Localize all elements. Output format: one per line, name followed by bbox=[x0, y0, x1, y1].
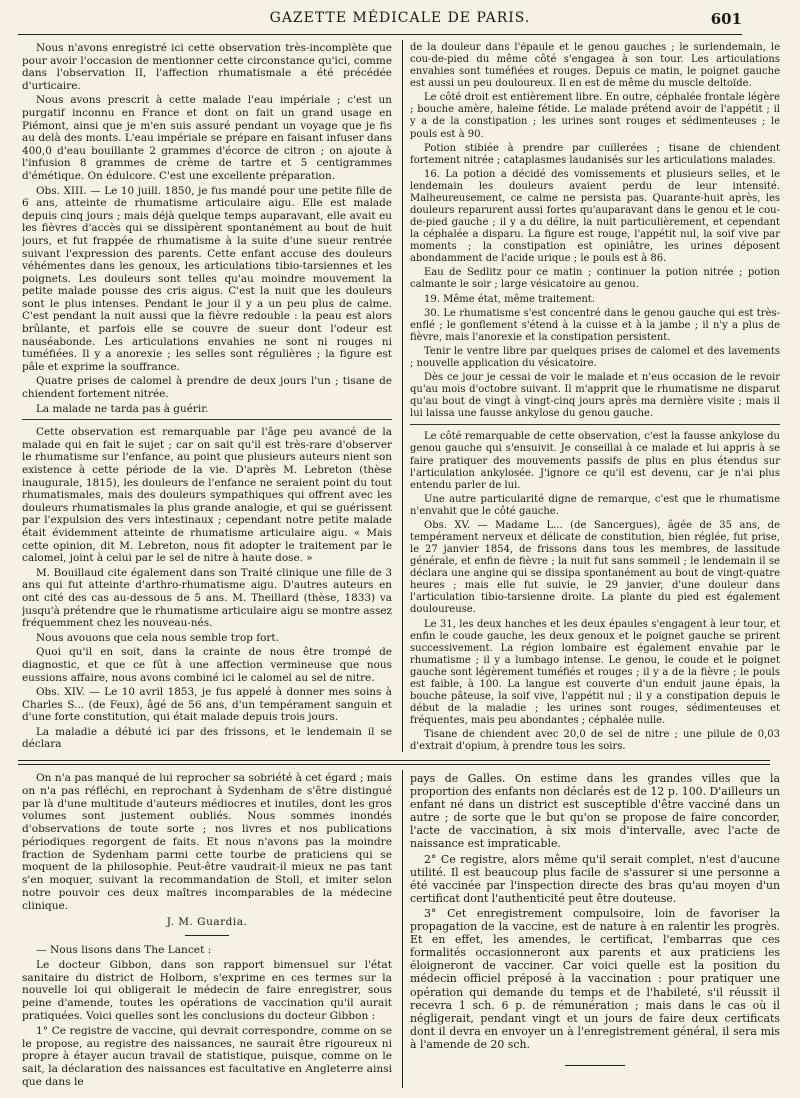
paragraph: 30. Le rhumatisme s'est concentré dans le genou gauche qui est très-enflé ; le gonflement s'étend à la cuisse et à la jambe ; il n'y a plus de fièvre, mais l'anorexie et la constipation persistent. bbox=[410, 307, 780, 343]
paragraph: 2° Ce registre, alors même qu'il serait complet, n'est d'aucune utilité. Il est beaucoup plus facile de s'assurer si une personne a été vaccinée par l'inspection directe des bras qu'au moyen d'un certificat dont l'authenticité peut être douteuse. bbox=[410, 852, 780, 905]
paragraph: Le côté remarquable de cette observation, c'est la fausse ankylose du genou gauche qui s'ensuivit. Je conseillai à ce malade et lui appris à se faire pratiquer des mouvements passifs de plus en plus étendus sur l'articulation ankylosée. J'ignore ce qu'il est devenu, car je n'ai plus entendu parler de lui. bbox=[410, 431, 780, 491]
column-divider-bottom bbox=[402, 770, 403, 1088]
paragraph: 19. Même état, même traitement. bbox=[424, 293, 596, 305]
observation-xiv: Obs. XIV. — Le 10 avril 1853, je fus appelé à donner mes soins à Charles S... (de Feux), âgé de 56 ans, d'un tempérament sanguin et d'une forte constitution, qui était malade depuis trois jours. bbox=[22, 686, 392, 724]
observation-xv: Obs. XV. — Madame L... (de Sancergues), âgée de 35 ans, de tempérament nerveux et délicate de constitution, bien réglée, fut prise, le 27 janvier 1854, de frissons dans tous les membres, de lassitude générale, et enfin de fièvre ; la nuit fut sans sommeil ; le lendemain il se déclara une angine qui se dissipa spontanément au bout de vingt-quatre heures ; mais elle fut suivie, le 29 janvier, d'une douleur dans l'articulation tibio-tarsienne droite. La plante du pied est également douloureuse. bbox=[410, 519, 780, 616]
column-left-bottom bbox=[22, 772, 392, 1090]
paragraph: On n'a pas manqué de lui reprocher sa sobriété à cet égard ; mais on n'a pas réfléchi, en reprochant à Sydenham de s'être distingué par là d'une multitude d'auteurs médiocres et inutiles, dont les gros volumes sont justement oubliés. Nous sommes inondés d'observations de toute sorte ; nos livres et nos publications périodiques regorgent de faits. Et nous n'avons pas la moindre fraction de Sydenham parmi cette tourbe de praticiens qui se moquent de la philosophie. Peut-être vaudrait-il mieux ne pas tant s'en moquer, suivant la recommandation de Stoll, et imiter selon notre pouvoir ces deux maîtres incomparables de la médecine clinique. bbox=[22, 772, 392, 912]
paragraph: Cette observation est remarquable par l'âge peu avancé de la malade qui en fait le sujet ; car on sait qu'il est très-rare d'observer le rhumatisme sur l'enfance, au point que plusieurs auteurs nient son existence à cette période de la vie. D'après M. Lebreton (thèse inaugurale, 1815), les douleurs de l'enfance ne seraient point du tout rhumatismales, mais des douleurs sympathiques qui offrent avec les douleurs rhumatismales la plus grande analogie, et qui se guérissent par l'expulsion des vers intestinaux ; cependant notre petite malade était évidemment atteinte de rhumatisme articulaire aigu. « Mais cette opinion, dit M. Lebreton, nous fit adopter le traitement par le calomel, joint à celui par le sel de nitre à haute dose. » bbox=[22, 426, 392, 565]
observation-xiii: Obs. XIII. — Le 10 juill. 1850, je fus mandé pour une petite fille de 6 ans, atteinte de rhumatisme articulaire aigu. Elle est malade depuis cinq jours ; mais déjà quelque temps auparavant, elle avait eu les fièvres d'accès qui se dissipèrent spontanément au bout de huit jours, et fut frappée de rhumatisme à la suite d'une sueur rentrée suivant l'expression des parents. Cette enfant accuse des douleurs véhémentes dans les genoux, les articulations tibio-tarsiennes et les poignets. Les douleurs sont telles qu'au moindre mouvement la petite malade pousse des cris aigus. C'est la nuit que les douleurs sont le plus intenses. Pendant le jour il y a un peu plus de calme. C'est pendant la nuit aussi que la fièvre redouble : la peau est alors brûlante, et parfois elle se couvre de sueur dont l'odeur est nauséabonde. Les articulations envahies ne sont ni rouges ni tuméfiées. Il y a anorexie ; les selles sont régulières ; la figure est pâle et exprime la souffrance. bbox=[22, 184, 392, 373]
paragraph: 16. La potion a décidé des vomissements et plusieurs selles, et le lendemain les douleurs avaient perdu de leur intensité. Malheureusement, ce calme ne persista pas. Quarante-huit après, les douleurs reparurent aussi fortes qu'auparavant dans le genou et le cou-de-pied gauche ; il y a du délire, la nuit particulièrement, et cependant la céphalée a disparu. La figure est rouge, l'appétit nul, la soif vive par moments ; la constipation est opiniâtre, les urines déposent abondamment de l'acide urique ; le pouls est à 86. bbox=[410, 168, 780, 265]
divider bbox=[410, 424, 780, 425]
section-double-rule bbox=[18, 760, 770, 765]
prescription: Quatre prises de calomel à prendre de deux jours l'un ; tisane de chiendent fortement nitrée. bbox=[22, 375, 392, 401]
paragraph: La malade ne tarda pas à guérir. bbox=[36, 402, 209, 415]
column-right-top bbox=[410, 42, 780, 754]
paragraph: Le côté droit est entièrement libre. En outre, céphalée frontale légère ; bouche amère, haleine fétide. Le malade prétend avoir de l'appétit ; il y a de la constipation ; les urines sont rouges et sédimenteuses ; le pouls est à 90. bbox=[410, 92, 780, 140]
paragraph: Nous avons prescrit à cette malade l'eau impériale ; c'est un purgatif inconnu en France et dont on fait un grand usage en Piémont, ainsi que je m'en suis assuré pendant un voyage que je fis au delà des monts. L'eau impériale se prépare en faisant infuser dans 400,0 d'eau bouillante 2 grammes d'écorce de citron ; on ajoute à l'infusion 8 grammes de crème de tartre et 5 centigrammes d'émétique. On édulcore. C'est une excellente préparation. bbox=[22, 94, 392, 182]
prescription: Potion stibiée à prendre par cuillerées ; tisane de chiendent fortement nitrée ; cataplasmes laudanisés sur les articulations malades. bbox=[410, 142, 780, 166]
paragraph: 1° Ce registre de vaccine, qui devrait correspondre, comme on se le propose, au registre des naissances, ne saurait être rigoureux ni propre à étayer aucun travail de statistique, puisque, comme on le sait, la déclaration des naissances est facultative en Angleterre ainsi que dans le bbox=[22, 1024, 392, 1088]
divider bbox=[22, 419, 392, 420]
page-header bbox=[0, 10, 800, 32]
paragraph: de la douleur dans l'épaule et le genou gauches ; le surlendemain, le cou-de-pied du même côté s'engagea à son tour. Les articulations envahies sont tuméfiées et rouges. Depuis ce matin, le poignet gauche est aussi un peu douloureux. Il en est de même du muscle deltoïde. bbox=[410, 42, 780, 90]
end-rule bbox=[565, 1065, 625, 1066]
column-right-bottom bbox=[410, 772, 780, 1090]
page-number: 601 bbox=[710, 10, 742, 28]
paragraph: Une autre particularité digne de remarque, c'est que le rhumatisme n'envahit que le côté gauche. bbox=[410, 493, 780, 517]
paragraph: La maladie a débuté ici par des frissons, et le lendemain il se déclara bbox=[22, 725, 392, 751]
short-rule bbox=[185, 935, 229, 936]
paragraph: M. Bouillaud cite également dans son Traité clinique une fille de 3 ans qui fut atteinte d'arthro-rhumatisme aigu. D'autres auteurs en ont cité des cas au-dessous de 5 ans. M. Theillard (thèse, 1833) va jusqu'à prétendre que le rhumatisme articulaire aigu se montre assez fréquemment chez les nouveau-nés. bbox=[22, 566, 392, 630]
paragraph: — Nous lisons dans The Lancet : bbox=[36, 944, 212, 957]
paragraph: pays de Galles. On estime dans les grandes villes que la proportion des enfants non déclarés est de 12 p. 100. D'ailleurs un enfant né dans un district est susceptible d'être vacciné dans un autre ; de sorte que le but qu'on se propose de faire concorder, l'acte de vaccination, à six mois d'intervalle, avec l'acte de naissance est impraticable. bbox=[410, 772, 780, 851]
prescription: Eau de Sedlitz pour ce matin ; continuer la potion nitrée ; potion calmante le soir ; large vésicatoire au genou. bbox=[410, 267, 780, 291]
author-signature: J. M. Guardia. bbox=[166, 916, 248, 929]
prescription: Tisane de chiendent avec 20,0 de sel de nitre ; une pilule de 0,03 d'extrait d'opium, à prendre tous les soirs. bbox=[410, 729, 780, 753]
paragraph: Le 31, les deux hanches et les deux épaules s'engagent à leur tour, et enfin le coude gauche, les deux genoux et le poignet gauche se prirent successivement. La région lombaire est également envahie par le rhumatisme ; il y a lumbago intense. Le genou, le coude et le poignet gauche sont légèrement tuméfiés et rouges ; il y a de la fièvre ; le pouls est faible, à 100. La langue est couverte d'un enduit jaune épais, la bouche pâteuse, la soif vive, l'appétit nul ; il y a constipation depuis le début de la maladie ; les urines sont rouges, sédimenteuses et fréquentes, mais peu abondantes ; céphalée nulle. bbox=[410, 618, 780, 727]
column-divider-top bbox=[402, 40, 403, 752]
paragraph: Nous n'avons enregistré ici cette observation très-incomplète que pour avoir l'occasion de mentionner cette circonstance qu'ici, comme dans l'observation II, l'affection rhumatismale a été précédée d'urticaire. bbox=[22, 42, 392, 92]
paragraph: Nous avouons que cela nous semble trop fort. bbox=[36, 631, 279, 644]
paragraph: Dès ce jour je cessai de voir le malade et n'eus occasion de le revoir qu'au mois d'octobre suivant. Il m'apprit que le rhumatisme ne disparut qu'au bout de vingt à vingt-cinq jours après ma dernière visite ; mais il lui laissa une fausse ankylose du genou gauche. bbox=[410, 372, 780, 420]
running-title: GAZETTE MÉDICALE DE PARIS. bbox=[269, 10, 531, 26]
column-left-top bbox=[22, 42, 392, 754]
prescription: Tenir le ventre libre par quelques prises de calomel et des lavements ; nouvelle application du vésicatoire. bbox=[410, 345, 780, 369]
paragraph: 3° Cet enregistrement compulsoire, loin de favoriser la propagation de la vaccine, est de nature à en ralentir les progrès. Et en effet, les amendes, le certificat, l'embarras que ces formalités occasionneront aux parents et aux praticiens les éloigneront de vacciner. Car voici quelle est la position du médecin officiel préposé à la vaccination : pour pratiquer une opération qui demande du temps et de l'habileté, s'il réussit il recevra 1 sch. 6 p. de rémunération ; mais dans le cas où il négligerait, pendant vingt et un jours de faire deux certificats dont il devra en envoyer un à l'enregistrement général, il sera mis à l'amende de 20 sch. bbox=[410, 906, 780, 1051]
paragraph: Le docteur Gibbon, dans son rapport bimensuel sur l'état sanitaire du district de Holborn, s'exprime en ces termes sur la nouvelle loi qui obligerait le médecin de faire enregistrer, sous peine d'amende, toutes les opérations de vaccination qu'il aurait pratiquées. Voici quelles sont les conclusions du docteur Gibbon : bbox=[22, 958, 392, 1023]
paragraph: Quoi qu'il en soit, dans la crainte de nous être trompé de diagnostic, et que ce fût à une affection vermineuse que nous eussions affaire, nous avons combiné ici le calomel au sel de nitre. bbox=[22, 646, 392, 684]
header-rule bbox=[18, 34, 742, 35]
